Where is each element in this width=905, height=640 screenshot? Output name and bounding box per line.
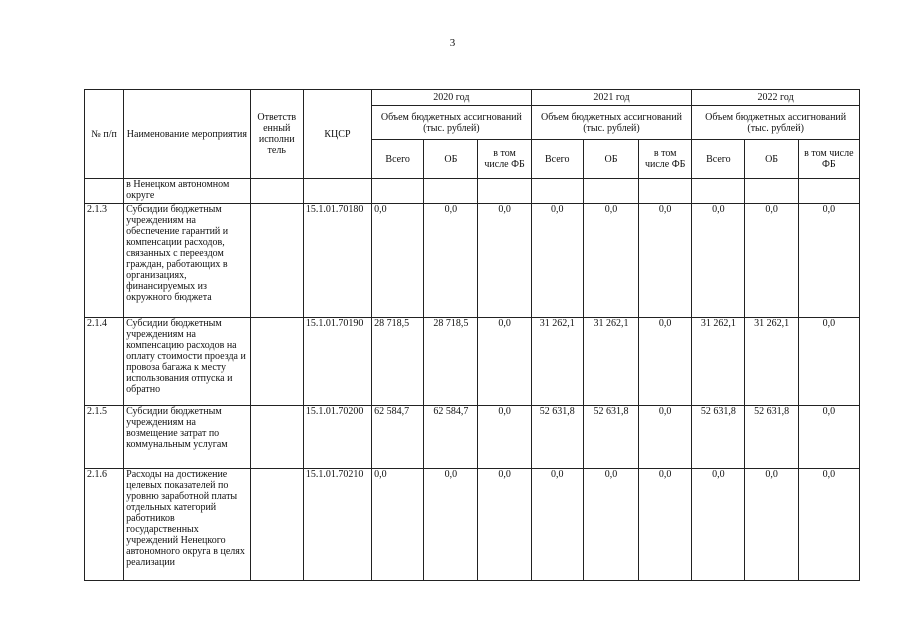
row-total-2020: 28 718,5 (372, 318, 424, 406)
row-ob-2020: 28 718,5 (424, 318, 478, 406)
header-fb-2022: в том числе ФБ (798, 140, 859, 179)
row-ob-2021: 0,0 (583, 204, 638, 318)
row-fb-2021: 0,0 (639, 204, 692, 318)
header-total-2020: Всего (372, 140, 424, 179)
row-fb-2020 (478, 179, 531, 204)
row-ob-2020: 62 584,7 (424, 406, 478, 469)
row-ob-2021: 52 631,8 (583, 406, 638, 469)
header-volume-2020: Объем бюджетных ассигнований (тыс. рублей) (372, 106, 532, 140)
row-name: Субсидии бюджетным учреждениям на возмещение затрат по коммунальным услугам (124, 406, 250, 469)
row-index: 2.1.5 (85, 406, 124, 469)
row-fb-2022 (798, 179, 859, 204)
row-total-2020: 62 584,7 (372, 406, 424, 469)
row-kcsr: 15.1.01.70210 (303, 469, 371, 581)
row-ob-2022: 52 631,8 (745, 406, 798, 469)
row-fb-2022: 0,0 (798, 204, 859, 318)
header-index: № п/п (85, 90, 124, 179)
row-responsible (250, 318, 303, 406)
header-total-2022: Всего (692, 140, 745, 179)
header-year-2020: 2020 год (372, 90, 532, 106)
header-volume-2022: Объем бюджетных ассигнований (тыс. рублей) (692, 106, 860, 140)
row-fb-2020: 0,0 (478, 318, 531, 406)
header-year-2021: 2021 год (531, 90, 692, 106)
row-total-2021: 52 631,8 (531, 406, 583, 469)
row-fb-2022: 0,0 (798, 318, 859, 406)
header-year-2022: 2022 год (692, 90, 860, 106)
row-fb-2020: 0,0 (478, 469, 531, 581)
header-fb-2020: в том числе ФБ (478, 140, 531, 179)
row-total-2022: 52 631,8 (692, 406, 745, 469)
row-total-2021 (531, 179, 583, 204)
row-ob-2020 (424, 179, 478, 204)
table-row (85, 179, 860, 204)
row-name: Субсидии бюджетным учреждениям на обеспечение гарантий и компенсации расходов, связанных с переездом граждан, работающих в организациях, финансируемых из окружного бюджета (124, 204, 250, 318)
row-name: в Ненецком автономном округе (124, 179, 250, 204)
row-responsible (250, 469, 303, 581)
header-ob-2020: ОБ (424, 140, 478, 179)
row-ob-2022: 31 262,1 (745, 318, 798, 406)
row-ob-2021: 31 262,1 (583, 318, 638, 406)
row-responsible (250, 179, 303, 204)
row-fb-2021: 0,0 (639, 318, 692, 406)
header-volume-2021: Объем бюджетных ассигнований (тыс. рублей) (531, 106, 692, 140)
row-fb-2021 (639, 179, 692, 204)
row-total-2021: 31 262,1 (531, 318, 583, 406)
row-total-2021: 0,0 (531, 469, 583, 581)
row-fb-2020: 0,0 (478, 204, 531, 318)
table-row (85, 318, 860, 406)
row-ob-2021 (583, 179, 638, 204)
header-name: Наименование мероприятия (124, 90, 250, 179)
budget-table (84, 89, 860, 581)
row-name: Расходы на достижение целевых показателей по уровню заработной платы отдельных категорий работников государственных учреждений Ненецкого автономного округа в целях реализации (124, 469, 250, 581)
row-fb-2021: 0,0 (639, 406, 692, 469)
row-ob-2021: 0,0 (583, 469, 638, 581)
row-ob-2022: 0,0 (745, 469, 798, 581)
row-fb-2022: 0,0 (798, 406, 859, 469)
header-total-2021: Всего (531, 140, 583, 179)
row-total-2020: 0,0 (372, 204, 424, 318)
header-ob-2022: ОБ (745, 140, 798, 179)
row-kcsr (303, 179, 371, 204)
row-total-2020 (372, 179, 424, 204)
row-kcsr: 15.1.01.70200 (303, 406, 371, 469)
row-kcsr: 15.1.01.70190 (303, 318, 371, 406)
header-responsible: Ответств енный исполни тель (250, 90, 303, 179)
table-row (85, 469, 860, 581)
row-index (85, 179, 124, 204)
row-name: Субсидии бюджетным учреждениям на компенсацию расходов на оплату стоимости проезда и провоза багажа к месту использования отпуска и обратно (124, 318, 250, 406)
row-total-2022 (692, 179, 745, 204)
row-total-2022: 0,0 (692, 469, 745, 581)
row-total-2022: 31 262,1 (692, 318, 745, 406)
row-responsible (250, 204, 303, 318)
row-total-2021: 0,0 (531, 204, 583, 318)
row-total-2020: 0,0 (372, 469, 424, 581)
row-index: 2.1.4 (85, 318, 124, 406)
header-ob-2021: ОБ (583, 140, 638, 179)
row-ob-2022: 0,0 (745, 204, 798, 318)
row-ob-2022 (745, 179, 798, 204)
row-index: 2.1.6 (85, 469, 124, 581)
header-kcsr: КЦСР (303, 90, 371, 179)
row-ob-2020: 0,0 (424, 469, 478, 581)
row-fb-2021: 0,0 (639, 469, 692, 581)
table-row (85, 204, 860, 318)
table-row (85, 406, 860, 469)
page-number: 3 (449, 37, 456, 49)
row-kcsr: 15.1.01.70180 (303, 204, 371, 318)
row-total-2022: 0,0 (692, 204, 745, 318)
header-fb-2021: в том числе ФБ (639, 140, 692, 179)
row-responsible (250, 406, 303, 469)
row-fb-2022: 0,0 (798, 469, 859, 581)
row-fb-2020: 0,0 (478, 406, 531, 469)
row-index: 2.1.3 (85, 204, 124, 318)
row-ob-2020: 0,0 (424, 204, 478, 318)
